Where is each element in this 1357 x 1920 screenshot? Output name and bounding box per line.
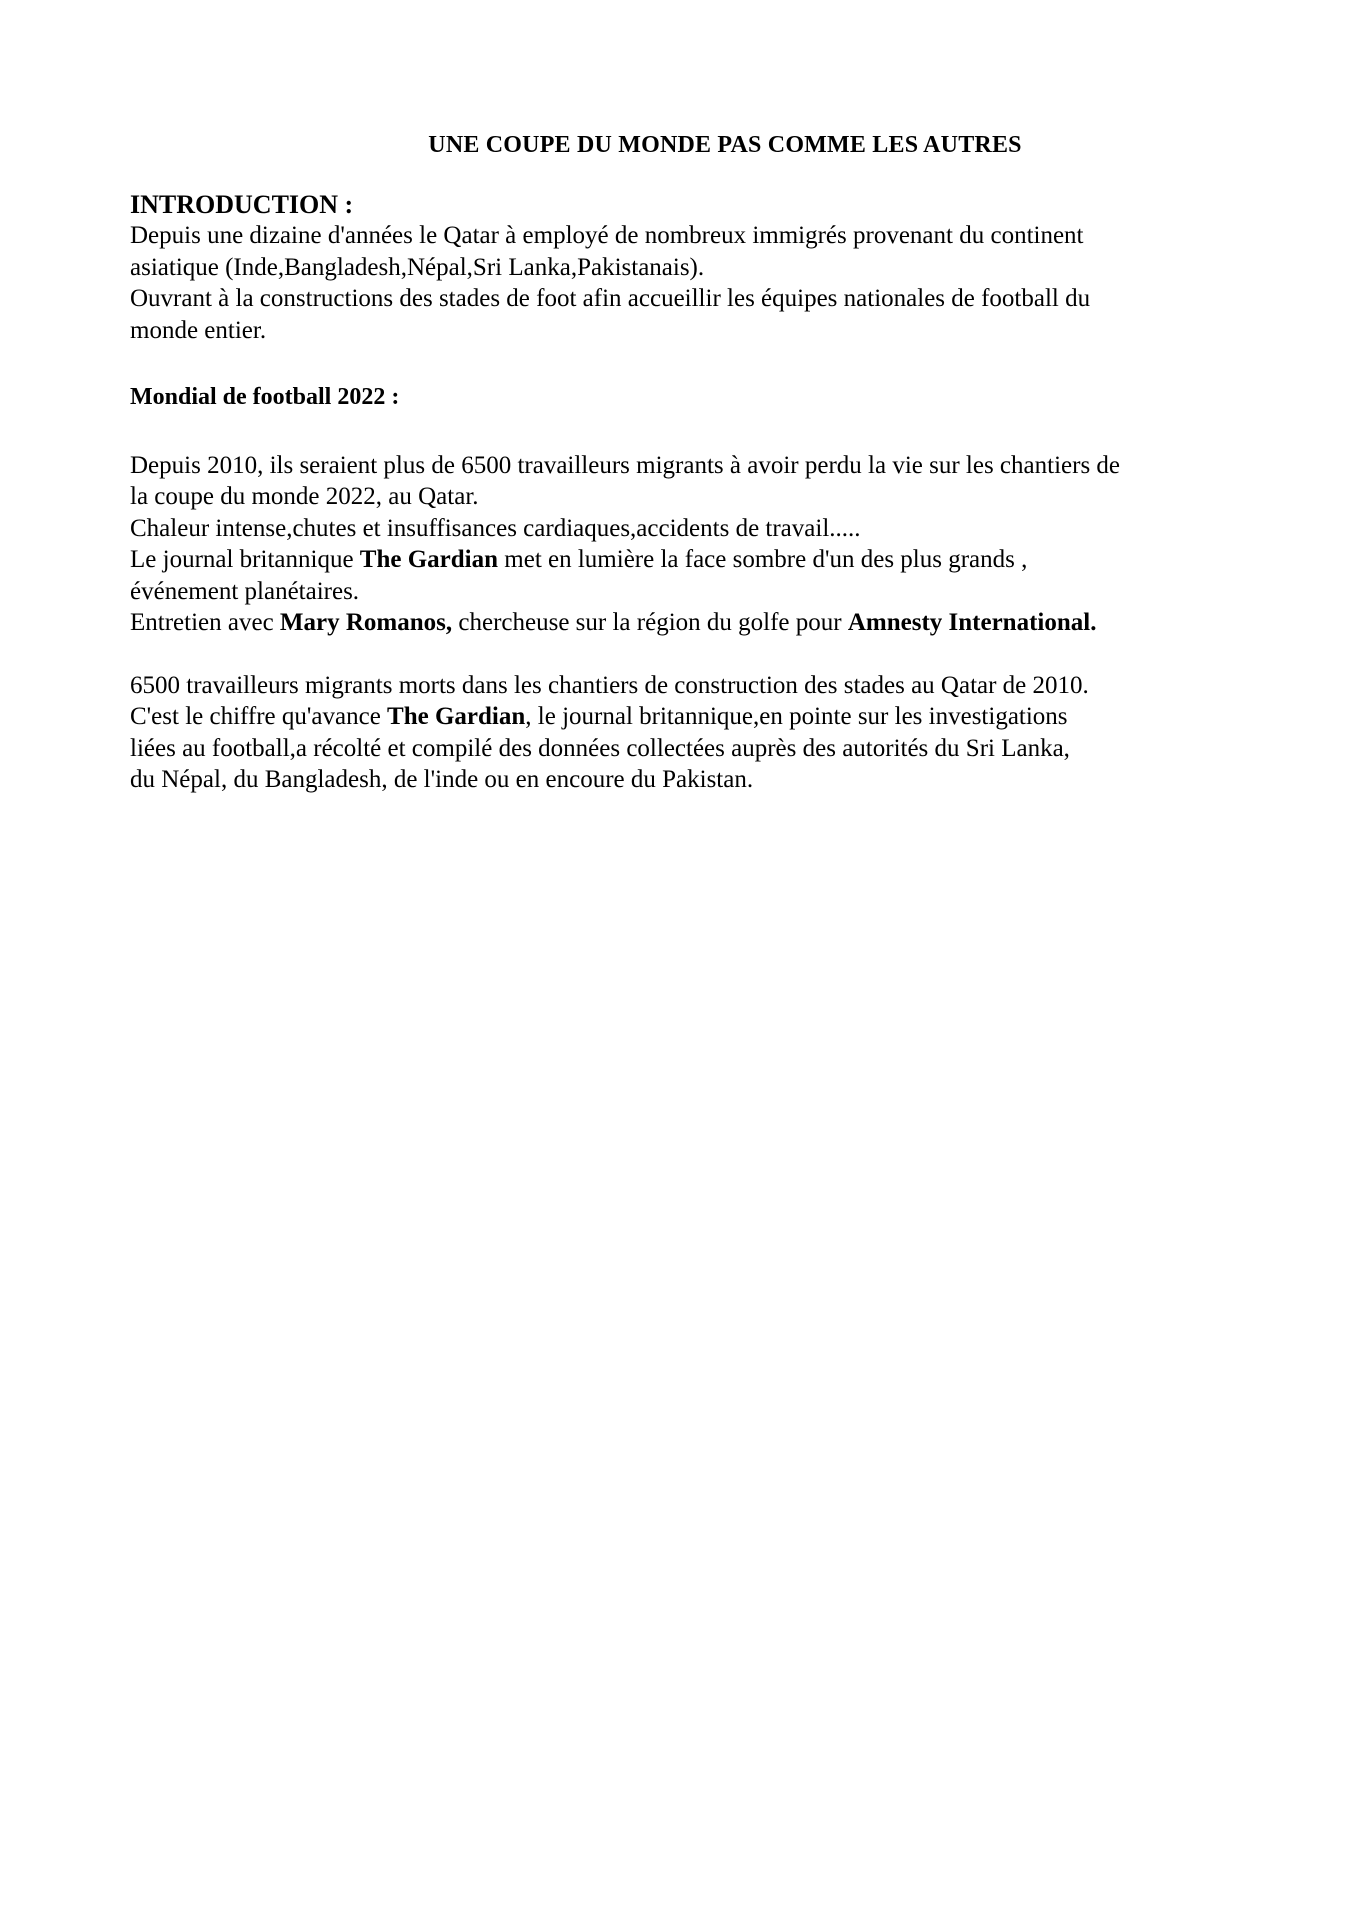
paragraph-line: Chaleur intense,chutes et insuffisances cardiaques,accidents de travail..... [130,514,861,542]
introduction-line: monde entier. [130,316,267,344]
researcher-name: Mary Romanos, [279,609,453,636]
paragraph-line: la coupe du monde 2022, au Qatar. [130,483,479,510]
paragraph-line: Depuis 2010, ils seraient plus de 6500 travailleurs migrants à avoir perdu la vie sur les chantiers de [130,451,1121,479]
text-run: chercheuse sur la région du golfe pour [452,609,848,636]
newspaper-name: The Gardian [387,703,526,730]
text-run: C'est le chiffre qu'avance [130,703,388,730]
paragraph-line: liées au football,a récolté et compilé des données collectées auprès des autorités du Sri Lanka, [130,734,1070,762]
text-run: met en lumière la face sombre d'un des plus grands , [498,546,1028,573]
newspaper-name: The Gardian [359,546,499,573]
paragraph-line [130,544,1250,576]
paragraph-line [130,607,1250,639]
paragraph-line [130,701,1250,733]
introduction-line: Ouvrant à la constructions des stades de foot afin accueillir les équipes nationales de football du [130,285,1091,312]
introduction-line: asiatique (Inde,Bangladesh,Népal,Sri Lanka,Pakistanais). [130,253,705,281]
paragraph-line: 6500 travailleurs migrants morts dans les chantiers de construction des stades au Qatar de 2010. [130,671,1089,699]
spacer [130,414,1250,450]
spacer [130,346,1250,382]
organization-name: Amnesty International. [847,609,1097,636]
text-run: , le journal britannique,en pointe sur les investigations [525,703,1068,730]
document-body [130,130,1250,796]
introduction-heading: INTRODUCTION : [130,189,354,219]
spacer [130,639,1250,670]
text-run: Le journal britannique [130,546,360,573]
mondial-heading: Mondial de football 2022 : [130,384,400,410]
text-run: Entretien avec [130,609,280,636]
paragraph-line: du Népal, du Bangladesh, de l'inde ou en encoure du Pakistan. [130,766,754,793]
introduction-line: Depuis une dizaine d'années le Qatar à employé de nombreux immigrés provenant du continent [130,222,1084,249]
document-title: UNE COUPE DU MONDE PAS COMME LES AUTRES [428,132,1022,158]
paragraph-line: événement planétaires. [130,577,360,605]
